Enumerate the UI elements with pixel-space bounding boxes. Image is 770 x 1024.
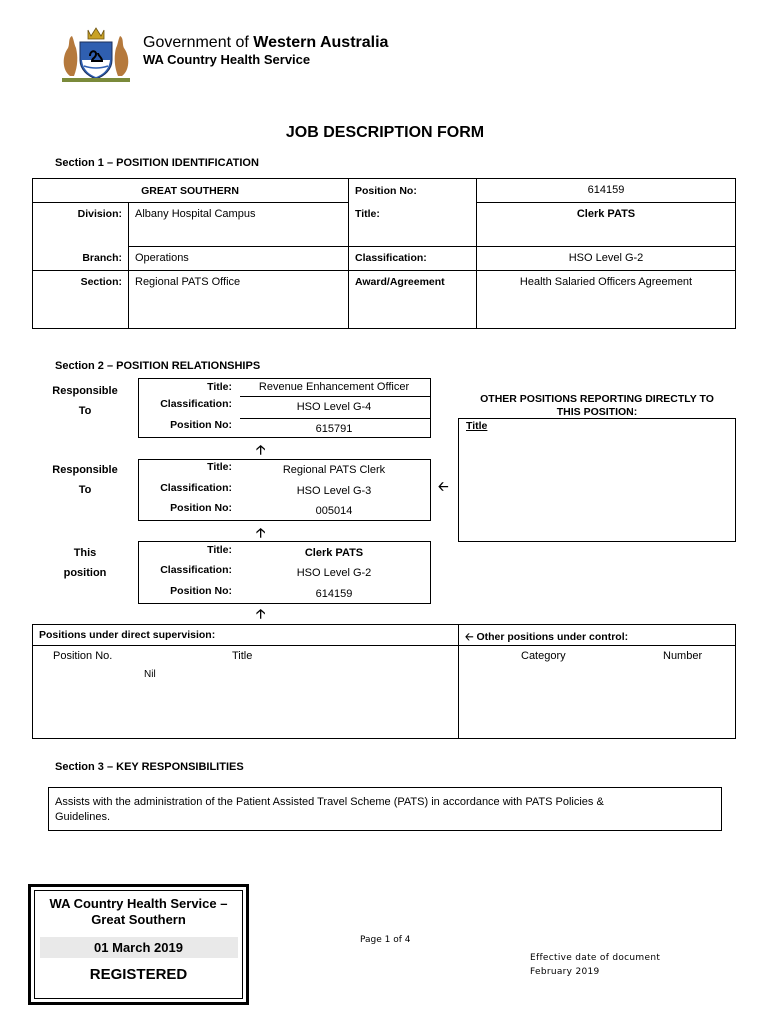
branch-label: Branch: <box>82 252 122 264</box>
arrow-up-icon: 🡡 <box>256 442 266 457</box>
arrow-up-icon: 🡡 <box>256 525 266 540</box>
control-heading: 🡠 Other positions under control: <box>465 631 629 643</box>
title-label: Title: <box>355 208 380 220</box>
control-col-category: Category <box>521 650 566 662</box>
other-positions-heading: OTHER POSITIONS REPORTING DIRECTLY TO THIS POSITION: <box>480 393 714 418</box>
level1-position-no-key: Position No: <box>170 419 232 431</box>
level1-title-key: Title: <box>207 381 232 393</box>
level1-label-b: To <box>78 405 92 417</box>
org-name-line1: Government of Western Australia <box>143 34 389 51</box>
stamp-date: 01 March 2019 <box>94 940 183 955</box>
form-title: JOB DESCRIPTION FORM <box>285 124 485 141</box>
other-positions-box <box>458 418 736 542</box>
level3-position-no-key: Position No: <box>170 585 232 597</box>
branch-value: Operations <box>135 252 189 264</box>
wa-government-crest-logo <box>56 26 136 84</box>
award-label: Award/Agreement <box>355 276 445 288</box>
level1-position-no: 615791 <box>315 423 353 435</box>
stamp-status: REGISTERED <box>89 966 188 983</box>
arrow-left-icon: 🡠 <box>465 631 474 643</box>
level3-label-b: position <box>63 567 107 579</box>
level3-position-no: 614159 <box>315 588 353 600</box>
level3-label-a: This <box>73 547 97 559</box>
section-value: Regional PATS Office <box>135 276 241 288</box>
division-label: Division: <box>77 208 122 220</box>
award-value: Health Salaried Officers Agreement <box>519 276 693 288</box>
level3-title: Clerk PATS <box>304 547 364 559</box>
level2-classification: HSO Level G-3 <box>296 485 372 497</box>
level1-label-a: Responsible <box>52 385 118 397</box>
level2-title-key: Title: <box>207 461 232 473</box>
page-number: Page 1 of 4 <box>360 935 411 945</box>
effective-date-value: February 2019 <box>530 967 600 977</box>
key-responsibilities-text: Assists with the administration of the Patient Assisted Travel Scheme (PATS) in accordance with PATS Policies & Guidelines. <box>55 796 604 823</box>
supervision-col-title: Title <box>232 650 253 662</box>
classification-label: Classification: <box>355 252 427 264</box>
effective-date-label: Effective date of document <box>530 953 661 963</box>
level2-classification-key: Classification: <box>160 482 232 494</box>
level2-position-no: 005014 <box>315 505 353 517</box>
section2-heading: Section 2 – POSITION RELATIONSHIPS <box>55 360 261 372</box>
level2-label-b: To <box>78 484 92 496</box>
level3-classification-key: Classification: <box>160 564 232 576</box>
arrow-up-icon: 🡡 <box>256 606 266 621</box>
level3-title-key: Title: <box>207 544 232 556</box>
org-name-line2: WA Country Health Service <box>143 52 311 67</box>
section3-heading: Section 3 – KEY RESPONSIBILITIES <box>55 761 244 773</box>
arrow-left-icon: 🡠 <box>438 479 449 494</box>
level1-classification-key: Classification: <box>160 398 232 410</box>
classification-value: HSO Level G-2 <box>568 252 644 264</box>
level2-title: Regional PATS Clerk <box>282 464 386 476</box>
other-positions-title-col: Title <box>466 420 488 432</box>
section-label: Section: <box>80 276 122 288</box>
level2-position-no-key: Position No: <box>170 502 232 514</box>
supervision-table <box>32 624 736 739</box>
region-label: GREAT SOUTHERN <box>141 185 239 197</box>
control-col-number: Number <box>663 650 703 662</box>
position-no-label: Position No: <box>355 185 417 197</box>
level1-title: Revenue Enhancement Officer <box>258 381 410 393</box>
section1-heading: Section 1 – POSITION IDENTIFICATION <box>55 157 259 169</box>
effective-date-block <box>530 951 660 979</box>
supervision-heading: Positions under direct supervision: <box>39 629 216 641</box>
level3-classification: HSO Level G-2 <box>296 567 372 579</box>
division-value: Albany Hospital Campus <box>135 208 256 220</box>
stamp-org: WA Country Health Service – Great Southern <box>49 896 228 927</box>
supervision-value: Nil <box>144 669 156 680</box>
title-value: Clerk PATS <box>576 208 636 220</box>
supervision-col-position: Position No. <box>53 650 113 662</box>
level1-classification: HSO Level G-4 <box>296 401 372 413</box>
level2-label-a: Responsible <box>52 464 118 476</box>
position-no-value: 614159 <box>587 184 625 196</box>
